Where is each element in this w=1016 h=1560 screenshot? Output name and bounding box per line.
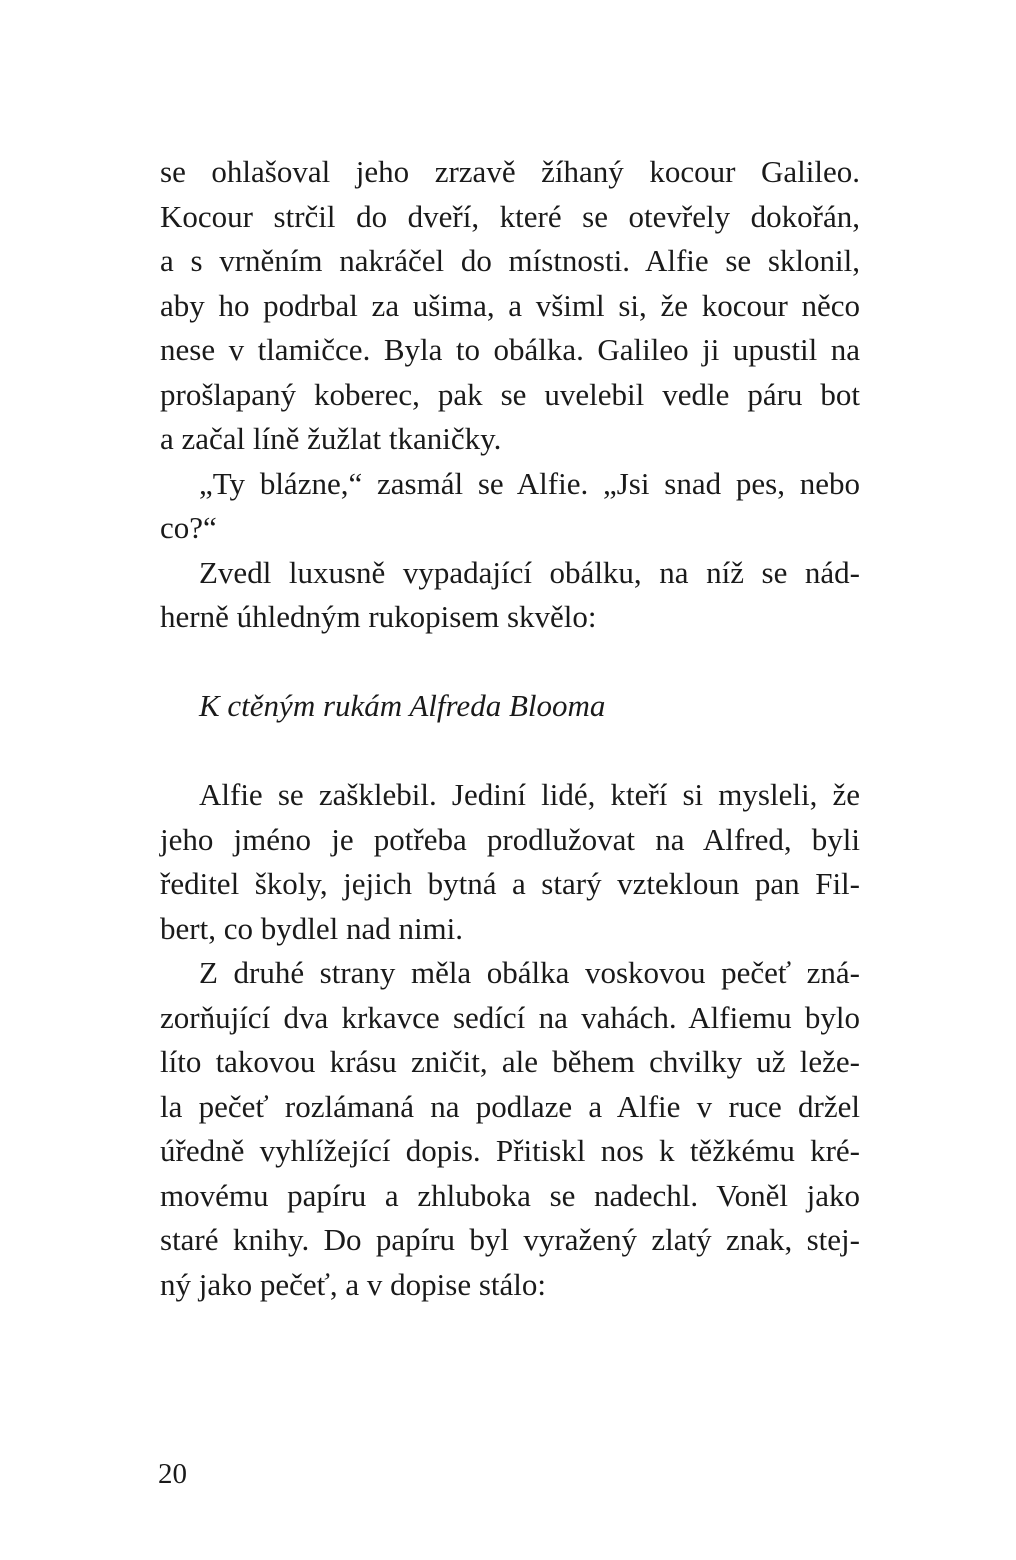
text-line: a začal líně žužlat tkaničky. bbox=[160, 421, 502, 456]
envelope-address bbox=[160, 684, 860, 729]
text-line: movému papíru a zhluboka se nadechl. Voněl jako bbox=[160, 1177, 860, 1213]
text-line: a s vrněním nakráčel do místnosti. Alfie se sklonil, bbox=[160, 243, 860, 278]
blank-line bbox=[160, 640, 860, 685]
text-line: Alfie se zašklebil. Jediní lidé, kteří si mysleli, že bbox=[199, 777, 860, 812]
text-line: se ohlašoval jeho zrzavě žíhaný kocour Galileo. bbox=[160, 154, 860, 189]
text-line: líto takovou krásu zničit, ale během chvilky už leže- bbox=[160, 1044, 860, 1079]
text-line: herně úhledným rukopisem skvělo: bbox=[160, 599, 597, 634]
text-line: Z druhé strany měla obálka voskovou pečeť zná- bbox=[199, 955, 860, 990]
page-number: 20 bbox=[158, 1458, 187, 1490]
text-line: Kocour strčil do dveří, které se otevřely dokořán, bbox=[160, 198, 860, 234]
text-line: úředně vyhlížející dopis. Přitiskl nos k těžkému kré- bbox=[160, 1133, 860, 1168]
page-body bbox=[160, 150, 860, 1307]
text-line: „Ty blázne,“ zasmál se Alfie. „Jsi snad pes, nebo bbox=[199, 465, 860, 501]
text-line: zorňující dva krkavce sedící na vahách. Alfiemu bylo bbox=[160, 999, 860, 1035]
paragraph bbox=[160, 462, 860, 551]
text-line: prošlapaný koberec, pak se uvelebil vedle páru bot bbox=[160, 376, 860, 412]
text-line: staré knihy. Do papíru byl vyražený zlatý znak, stej- bbox=[160, 1222, 860, 1257]
text-line: co?“ bbox=[160, 510, 217, 545]
text-line: Zvedl luxusně vypadající obálku, na níž se nád- bbox=[199, 554, 860, 590]
paragraph bbox=[160, 951, 860, 1307]
text-line: ný jako pečeť, a v dopise stálo: bbox=[160, 1266, 547, 1302]
text-line: la pečeť rozlámaná na podlaze a Alfie v ruce držel bbox=[160, 1088, 860, 1124]
paragraph bbox=[160, 773, 860, 951]
blank-line bbox=[160, 729, 860, 774]
text-line: jeho jméno je potřeba prodlužovat na Alfred, byli bbox=[160, 821, 860, 857]
paragraph bbox=[160, 551, 860, 640]
text-line: aby ho podrbal za ušima, a všiml si, že kocour něco bbox=[160, 287, 860, 323]
text-line: nese v tlamičce. Byla to obálka. Galileo ji upustil na bbox=[160, 332, 860, 367]
text-line: K ctěným rukám Alfreda Blooma bbox=[199, 688, 606, 723]
paragraph bbox=[160, 150, 860, 462]
text-line: bert, co bydlel nad nimi. bbox=[160, 910, 464, 946]
text-line: ředitel školy, jejich bytná a starý vzteklоun pan Fil- bbox=[160, 866, 860, 901]
